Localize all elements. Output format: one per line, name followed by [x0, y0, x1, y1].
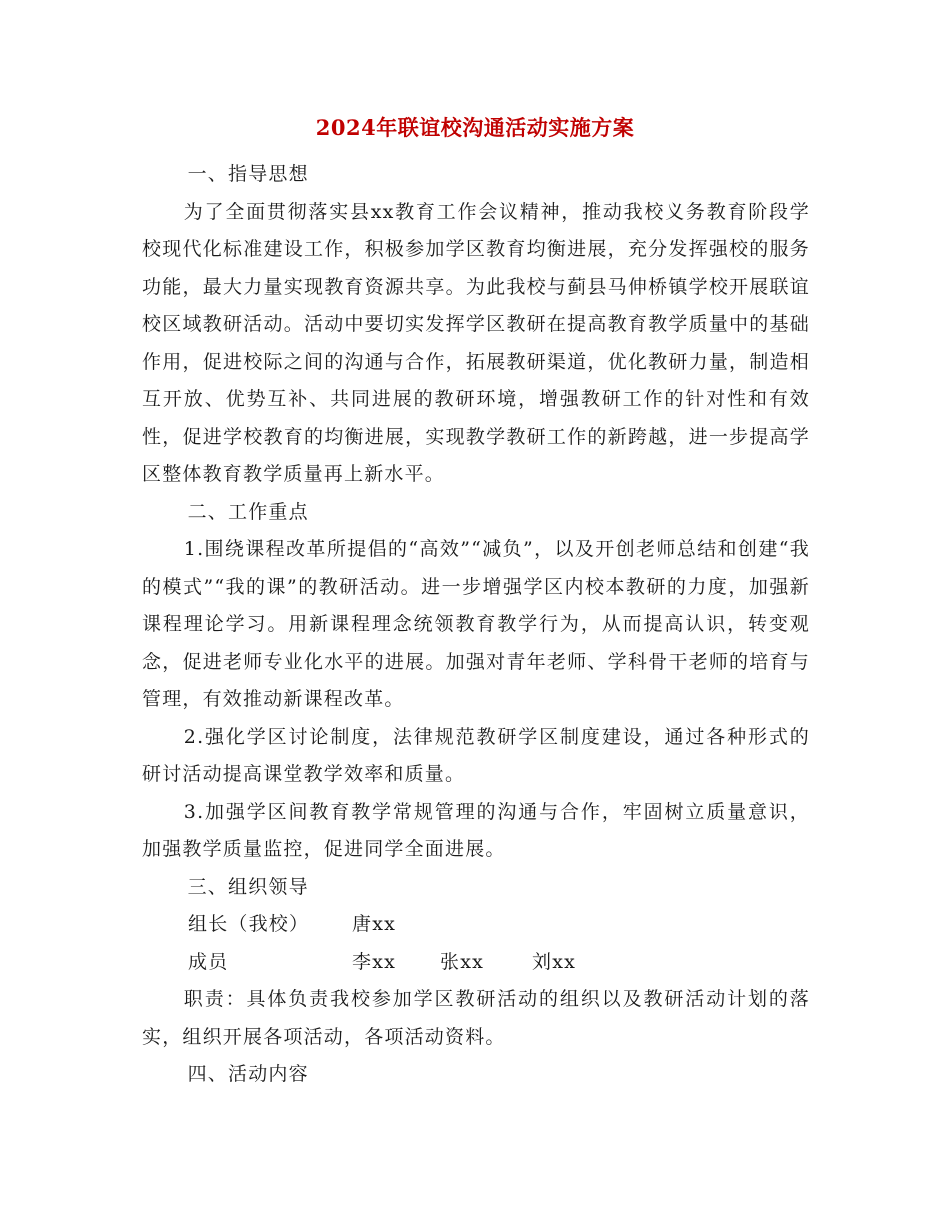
member-name-3: 刘xx	[532, 950, 577, 973]
section-heading-guiding-ideology: 一、指导思想	[187, 163, 309, 185]
member-name-2: 张xx	[440, 950, 485, 973]
leader-name: 唐xx	[352, 913, 397, 935]
document-body	[142, 156, 810, 1094]
members-row	[142, 944, 810, 982]
paragraph-work-focus-3: 3.加强学区间教育教学常规管理的沟通与合作，牢固树立质量意识，加强教学质量监控，促进同学全面进展。	[142, 800, 810, 860]
paragraph-guiding-ideology: 为了全面贯彻落实县xx教育工作会议精神，推动我校义务教育阶段学校现代化标准建设工作，积极参加学区教育均衡进展，充分发挥强校的服务功能，最大力量实现教育资源共享。为此我校与蓟县马伸桥镇学校开展联谊校区域教研活动。活动中要切实发挥学区教研在提高教育教学质量中的基础作用，促进校际之间的沟通与合作，拓展教研渠道，优化教研力量，制造相互开放、优势互补、共同进展的教研环境，增强教研工作的针对性和有效性，促进学校教育的均衡进展，实现教学教研工作的新跨越，进一步提高学区整体教育教学质量再上新水平。	[142, 200, 810, 485]
section-heading-work-focus: 二、工作重点	[187, 500, 309, 523]
leader-row	[142, 906, 810, 944]
paragraph-duty: 职责：具体负责我校参加学区教研活动的组织以及教研活动计划的落实，组织开展各项活动，各项活动资料。	[142, 988, 810, 1048]
paragraph-work-focus-2: 2.强化学区讨论制度，法律规范教研学区制度建设，通过各种形式的研讨活动提高课堂教学效率和质量。	[142, 725, 810, 785]
document-title: 2024年联谊校沟通活动实施方案	[315, 115, 635, 140]
member-name-1: 李xx	[352, 950, 397, 973]
section-heading-organization: 三、组织领导	[187, 875, 309, 898]
paragraph-work-focus-1: 1.围绕课程改革所提倡的“高效”“减负”，以及开创老师总结和创建“我的模式”“我的课”的教研活动。进一步增强学区内校本教研的力度，加强新课程理论学习。用新课程理念统领教育教学行为，从而提高认识，转变观念，促进老师专业化水平的进展。加强对青年老师、学科骨干老师的培育与管理，有效推动新课程改革。	[142, 538, 810, 710]
section-heading-activity-content: 四、活动内容	[187, 1063, 309, 1085]
members-label: 成员	[188, 950, 229, 973]
leader-label: 组长（我校）	[188, 913, 310, 935]
